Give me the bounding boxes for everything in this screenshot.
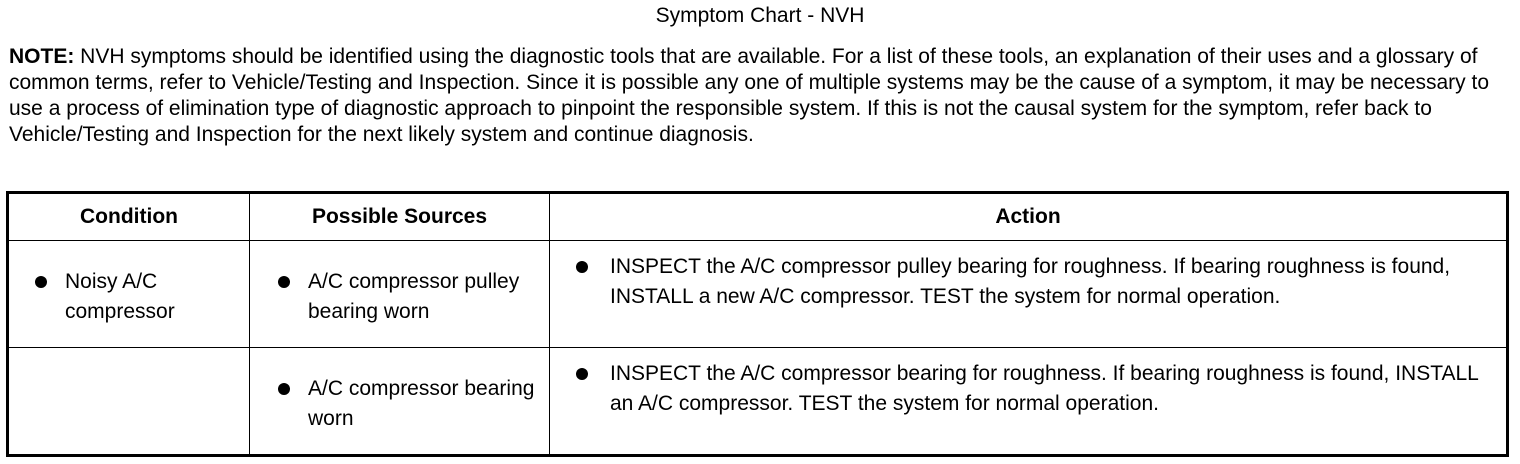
condition-cell — [8, 241, 250, 348]
action-cell — [550, 348, 1508, 456]
action-text: INSPECT the A/C compressor pulley bearing for roughness. If bearing roughness is found, INSTALL a new A/C compressor. TEST the system for normal operation. — [610, 255, 1451, 308]
table-row — [8, 348, 1508, 456]
page-title: Symptom Chart - NVH — [655, 4, 865, 27]
source-cell — [250, 348, 550, 456]
condition-cell-empty — [8, 348, 250, 456]
note-label: NOTE: — [9, 45, 75, 68]
header-condition: Condition — [8, 193, 250, 241]
table-row — [8, 241, 1508, 348]
bullet-icon — [576, 261, 588, 273]
condition-text: Noisy A/C compressor — [65, 270, 175, 323]
note-text: NVH symptoms should be identified using the diagnostic tools that are available. For a list of these tools, an explanation of their uses and a glossary of common terms, refer to Vehicle/Testing and Inspection. Since it is possible any one of multiple systems may be the cause of a symptom, it may be necessary to use a process of elimination type of diagnostic approach to pinpoint the responsible system. If this is not the causal system for the symptom, refer back to Vehicle/Testing and Inspection for the next likely system and continue diagnosis. — [9, 45, 1490, 146]
header-action: Action — [550, 193, 1508, 241]
action-cell — [550, 241, 1508, 348]
bullet-icon — [576, 368, 588, 380]
source-text: A/C compressor bearing worn — [308, 377, 535, 430]
bullet-icon — [35, 276, 47, 288]
source-text: A/C compressor pulley bearing worn — [308, 270, 520, 323]
symptom-table — [6, 191, 1509, 457]
bullet-icon — [278, 276, 290, 288]
bullet-icon — [278, 383, 290, 395]
action-text: INSPECT the A/C compressor bearing for roughness. If bearing roughness is found, INSTALL an A/C compressor. TEST the system for normal operation. — [610, 362, 1479, 415]
note-paragraph — [9, 44, 1509, 148]
table-header-row — [8, 193, 1508, 241]
source-cell — [250, 241, 550, 348]
header-possible-sources: Possible Sources — [250, 193, 550, 241]
